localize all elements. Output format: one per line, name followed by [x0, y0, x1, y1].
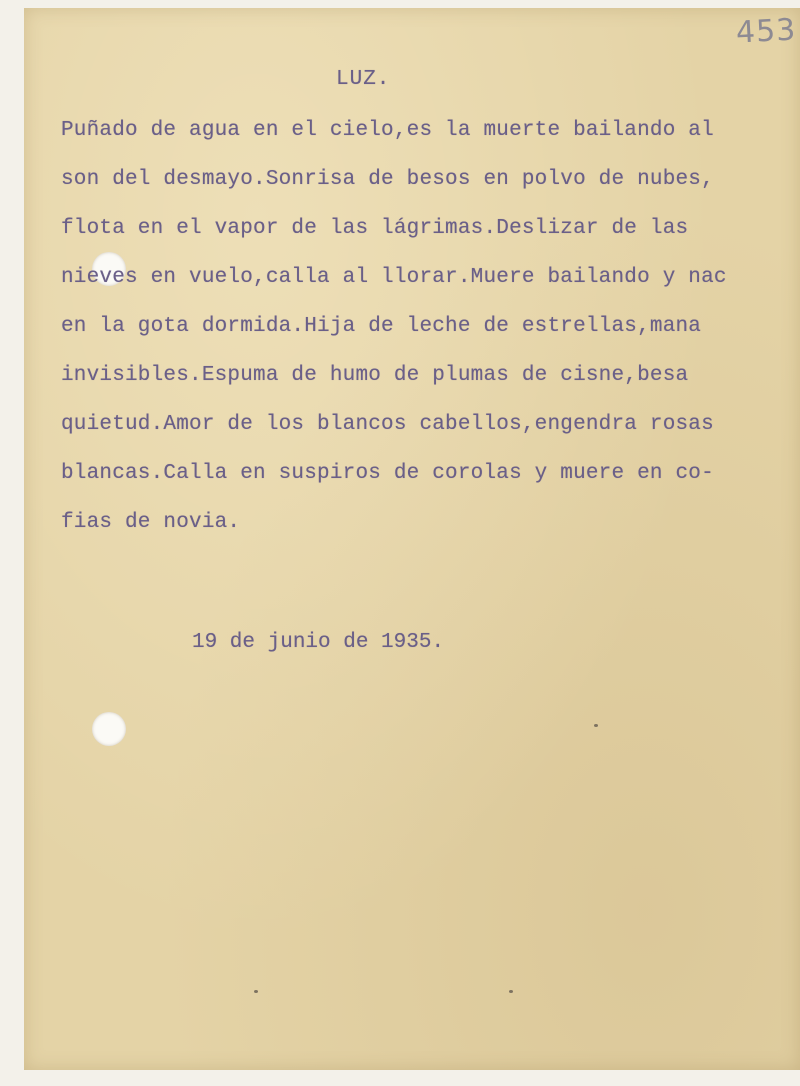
- poem-line: fias de novia.: [61, 511, 241, 534]
- poem-line: son del desmayo.Sonrisa de besos en polvo de nubes,: [61, 168, 714, 191]
- page-number: 453: [735, 12, 798, 51]
- poem-body: [61, 111, 727, 552]
- paper-speck: [254, 990, 258, 993]
- date-line: 19 de junio de 1935.: [192, 631, 445, 654]
- poem-line: Puñado de agua en el cielo,es la muerte bailando al: [61, 119, 714, 142]
- poem-title: LUZ.: [336, 68, 391, 91]
- poem-line: quietud.Amor de los blancos cabellos,engendra rosas: [61, 413, 714, 436]
- poem-line: invisibles.Espuma de humo de plumas de cisne,besa: [61, 364, 689, 387]
- poem-line: blancas.Calla en suspiros de corolas y muere en co-: [61, 462, 714, 485]
- document-page: [24, 8, 800, 1070]
- punch-hole-bottom: [92, 712, 126, 746]
- paper-speck: [594, 724, 598, 727]
- poem-line: flota en el vapor de las lágrimas.Deslizar de las: [61, 217, 689, 240]
- poem-line: en la gota dormida.Hija de leche de estrellas,mana: [61, 315, 702, 338]
- paper-speck: [509, 990, 513, 993]
- poem-line: nieves en vuelo,calla al llorar.Muere bailando y nac: [61, 266, 727, 289]
